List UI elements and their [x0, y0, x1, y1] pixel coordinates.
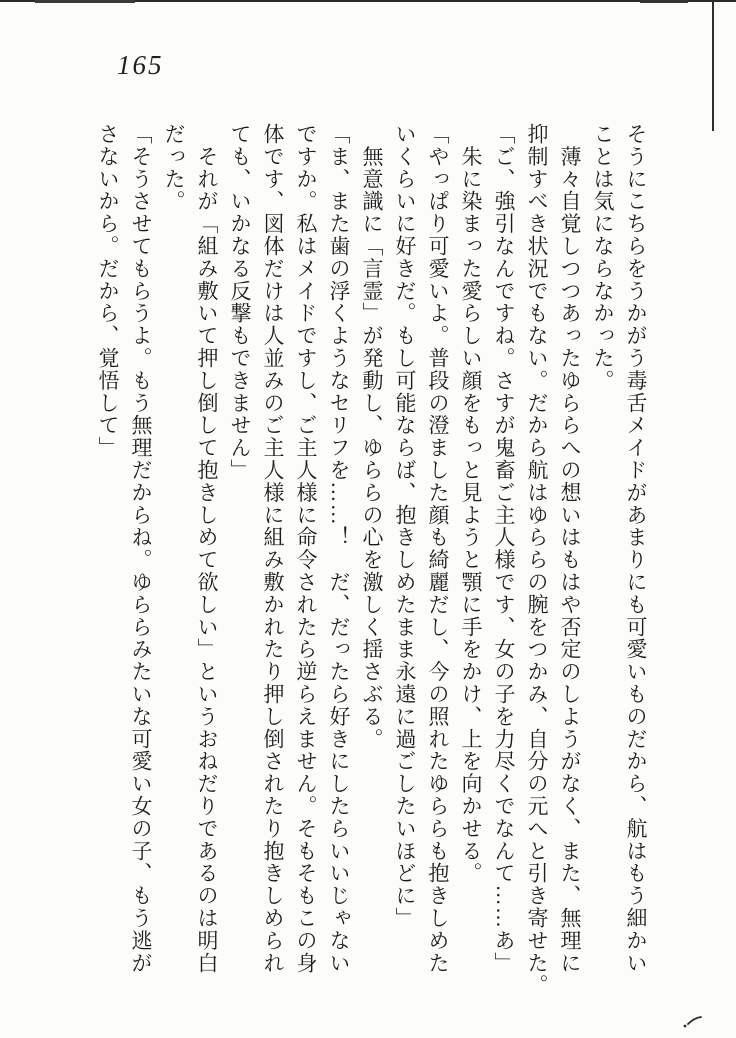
text-column-3: 薄々自覚しつつあったゆららへの想いはもはや否定のしようがなく、また、無理に — [558, 123, 582, 975]
text-column-5: 「ご、強引なんですね。さすが鬼畜ご主人様です、女の子を力尽くでなんて……あ」 — [492, 123, 516, 975]
text-column-16: 「そうさせてもらうよ。もう無理だからね。ゆららみたいな可愛い女の子、もう逃が — [129, 123, 153, 975]
scan-top-edge-smudge-left — [35, 0, 135, 3]
text-column-9: 無意識に「言霊」が発動し、ゆららの心を激しく揺さぶる。 — [360, 123, 384, 751]
text-column-7: 「やっぱり可愛いよ。普段の澄ました顔も綺麗だし、今の照れたゆららも抱きしめた — [426, 123, 450, 975]
text-column-10: 「ま、また歯の浮くようなセリフを……！ だ、だったら好きにしたらいいじゃない — [327, 123, 351, 975]
text-column-15: だった。 — [162, 123, 186, 213]
text-column-12: 体です、図体だけは人並みのご主人様に組み敷かれたり押し倒されたり抱きしめられ — [261, 123, 285, 975]
text-column-8: いくらいに好きだ。もし可能ならば、抱きしめたまま永遠に過ごしたいほどに」 — [393, 123, 417, 930]
text-column-6: 朱に染まった愛らしい顔をもっと見ようと顎に手をかけ、上を向かせる。 — [459, 123, 483, 885]
text-column-4: 抑制すべき状況でもない。だから航はゆららの腕をつかみ、自分の元へと引き寄せた。 — [525, 123, 549, 997]
scan-right-edge-line — [712, 0, 714, 131]
ink-speck-mark — [681, 1011, 705, 1031]
body-text — [91, 123, 652, 1013]
text-column-17: さないから。だから、覚悟して」 — [96, 123, 120, 459]
page-number: 165 — [117, 50, 164, 80]
text-column-11: ですか。私はメイドですし、ご主人様に命令されたら逆らえません。そもそもこの身 — [294, 123, 318, 975]
text-column-1: そうにこちらをうかがう毒舌メイドがあまりにも可愛いものだから、航はもう細かい — [624, 123, 648, 975]
text-column-2: ことは気にならなかった。 — [591, 123, 615, 392]
scan-top-edge-smudge-right — [640, 0, 688, 3]
text-column-13: ても、いかなる反撃もできません」 — [228, 123, 252, 482]
text-column-14: それが「組み敷いて押し倒して抱きしめて欲しい」というおねだりであるのは明白 — [195, 123, 219, 975]
